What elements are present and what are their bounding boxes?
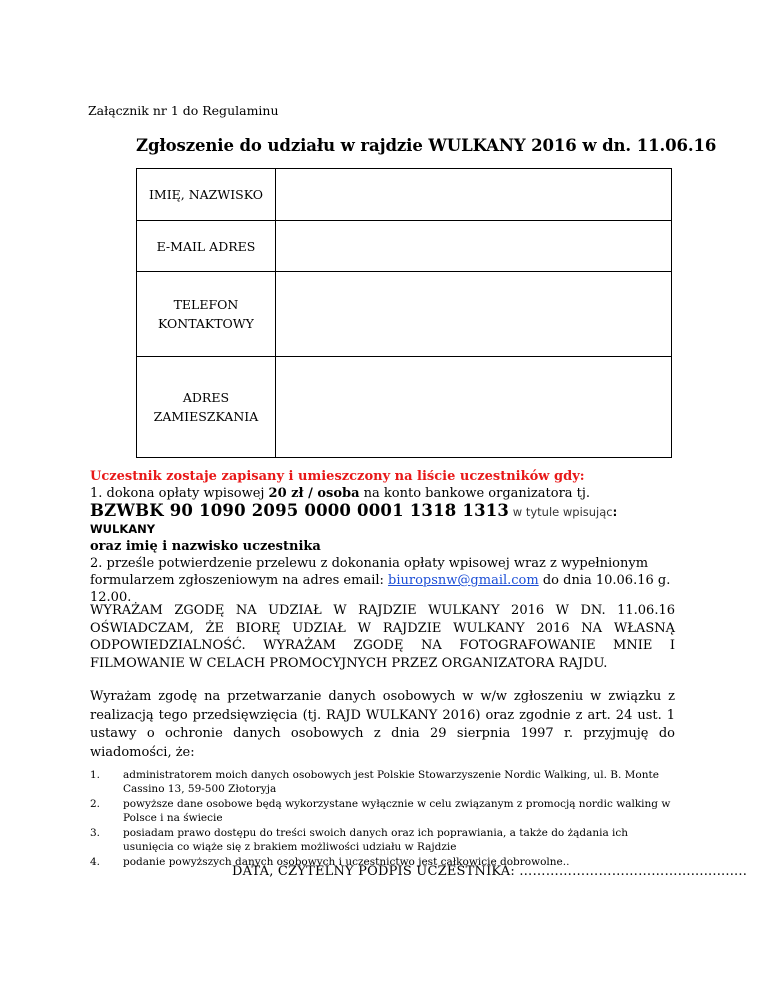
name-field[interactable]: [275, 169, 671, 221]
transfer-keyword: : WULKANY: [90, 505, 618, 536]
list-item: [90, 826, 675, 854]
bank-account-line: [90, 502, 680, 538]
list-item: [90, 768, 675, 796]
data-processing-consent: Wyrażam zgodę na przetwarzanie danych osobowych w w/w zgłoszeniu w związku z realizacją tego przedsięwzięcia (tj. RAJD WULKANY 2016) oraz zgodnie z art. 24 ust. 1 ustawy o ochronie danych osobowych z dnia 29 sierpnia 1997 r. przyjmuję do wiadomości, że:: [90, 689, 675, 760]
annex-label: Załącznik nr 1 do Regulaminu: [88, 103, 279, 118]
list-item: [90, 797, 675, 825]
list-text: posiadam prawo dostępu do treści swoich danych oraz ich poprawiania, a także do żądania ich usunięcia co wiąże się z brakiem możliwości udziału w Rajdzie: [123, 827, 629, 853]
list-text: administratorem moich danych osobowych jest Polskie Stowarzyszenie Nordic Walking, ul. B. Monte Cassino 13, 59-500 Złotoryja: [123, 769, 659, 795]
email-label: E-MAIL ADRES: [137, 221, 276, 272]
conditions-section: [90, 468, 680, 606]
name-label: IMIĘ, NAZWISKO: [137, 169, 276, 221]
condition-1-text-end: na konto bankowe organizatora tj.: [359, 486, 591, 501]
table-row: [137, 169, 672, 221]
conditions-heading: Uczestnik zostaje zapisany i umieszczony na liście uczestników gdy:: [90, 469, 585, 484]
condition-1: [90, 485, 680, 502]
list-text: powyższe dane osobowe będą wykorzystane wyłącznie w celu związanym z promocją nordic walking w Polsce i na świecie: [123, 798, 671, 824]
condition-1-text: 1. dokona opłaty wpisowej: [90, 486, 269, 501]
condition-2-text: 2. prześle potwierdzenie przelewu z dokonania opłaty wpisowej wraz z wypełnionym formularzem zgłoszeniowym na adres email:: [90, 556, 649, 588]
name-note: oraz imię i nazwisko uczestnika: [90, 539, 321, 554]
list-number: 1.: [90, 769, 101, 781]
email-field[interactable]: [275, 221, 671, 272]
entry-fee: 20 zł / osoba: [268, 486, 360, 501]
transfer-title-note: w tytule wpisując: [509, 505, 613, 519]
registration-table: [136, 168, 672, 458]
address-field[interactable]: [275, 357, 671, 458]
email-link[interactable]: biuropsnw@gmail.com: [388, 573, 539, 588]
list-text: podanie powyższych danych osobowych i uczestnictwo jest całkowicie dobrowolne..: [123, 856, 570, 868]
table-row: [137, 272, 672, 357]
data-processing-list: [90, 768, 675, 870]
condition-2-deadline: do dnia 10.06.16 g. 12.00.: [90, 573, 671, 605]
list-number: 4.: [90, 856, 101, 868]
list-number: 3.: [90, 827, 101, 839]
signature-line[interactable]: DATA, CZYTELNY PODPIS UCZESTNIKA: ………………………………................: [232, 864, 748, 879]
participation-consent: WYRAŻAM ZGODĘ NA UDZIAŁ W RAJDZIE WULKANY 2016 W DN. 11.06.16 OŚWIADCZAM, ŻE BIORĘ UDZIAŁ W RAJDZIE WULKANY 2016 NA WŁASNĄ ODPOWIEDZIALNOŚĆ. WYRAŻAM ZGODĘ NA FOTOGRAFOWANIE MNIE I FILMOWANIE W CELACH PROMOCYJNYCH PRZEZ ORGANIZATORA RAJDU.: [90, 603, 675, 671]
table-row: [137, 357, 672, 458]
form-title: Zgłoszenie do udziału w rajdzie WULKANY 2016 w dn. 11.06.16: [136, 136, 717, 155]
bank-account: BZWBK 90 1090 2095 0000 0001 1318 1313: [90, 501, 510, 520]
address-label: ADRES ZAMIESZKANIA: [137, 357, 276, 458]
condition-2: [90, 555, 680, 606]
phone-label: TELEFON KONTAKTOWY: [137, 272, 276, 357]
table-row: [137, 221, 672, 272]
phone-field[interactable]: [275, 272, 671, 357]
list-number: 2.: [90, 798, 101, 810]
